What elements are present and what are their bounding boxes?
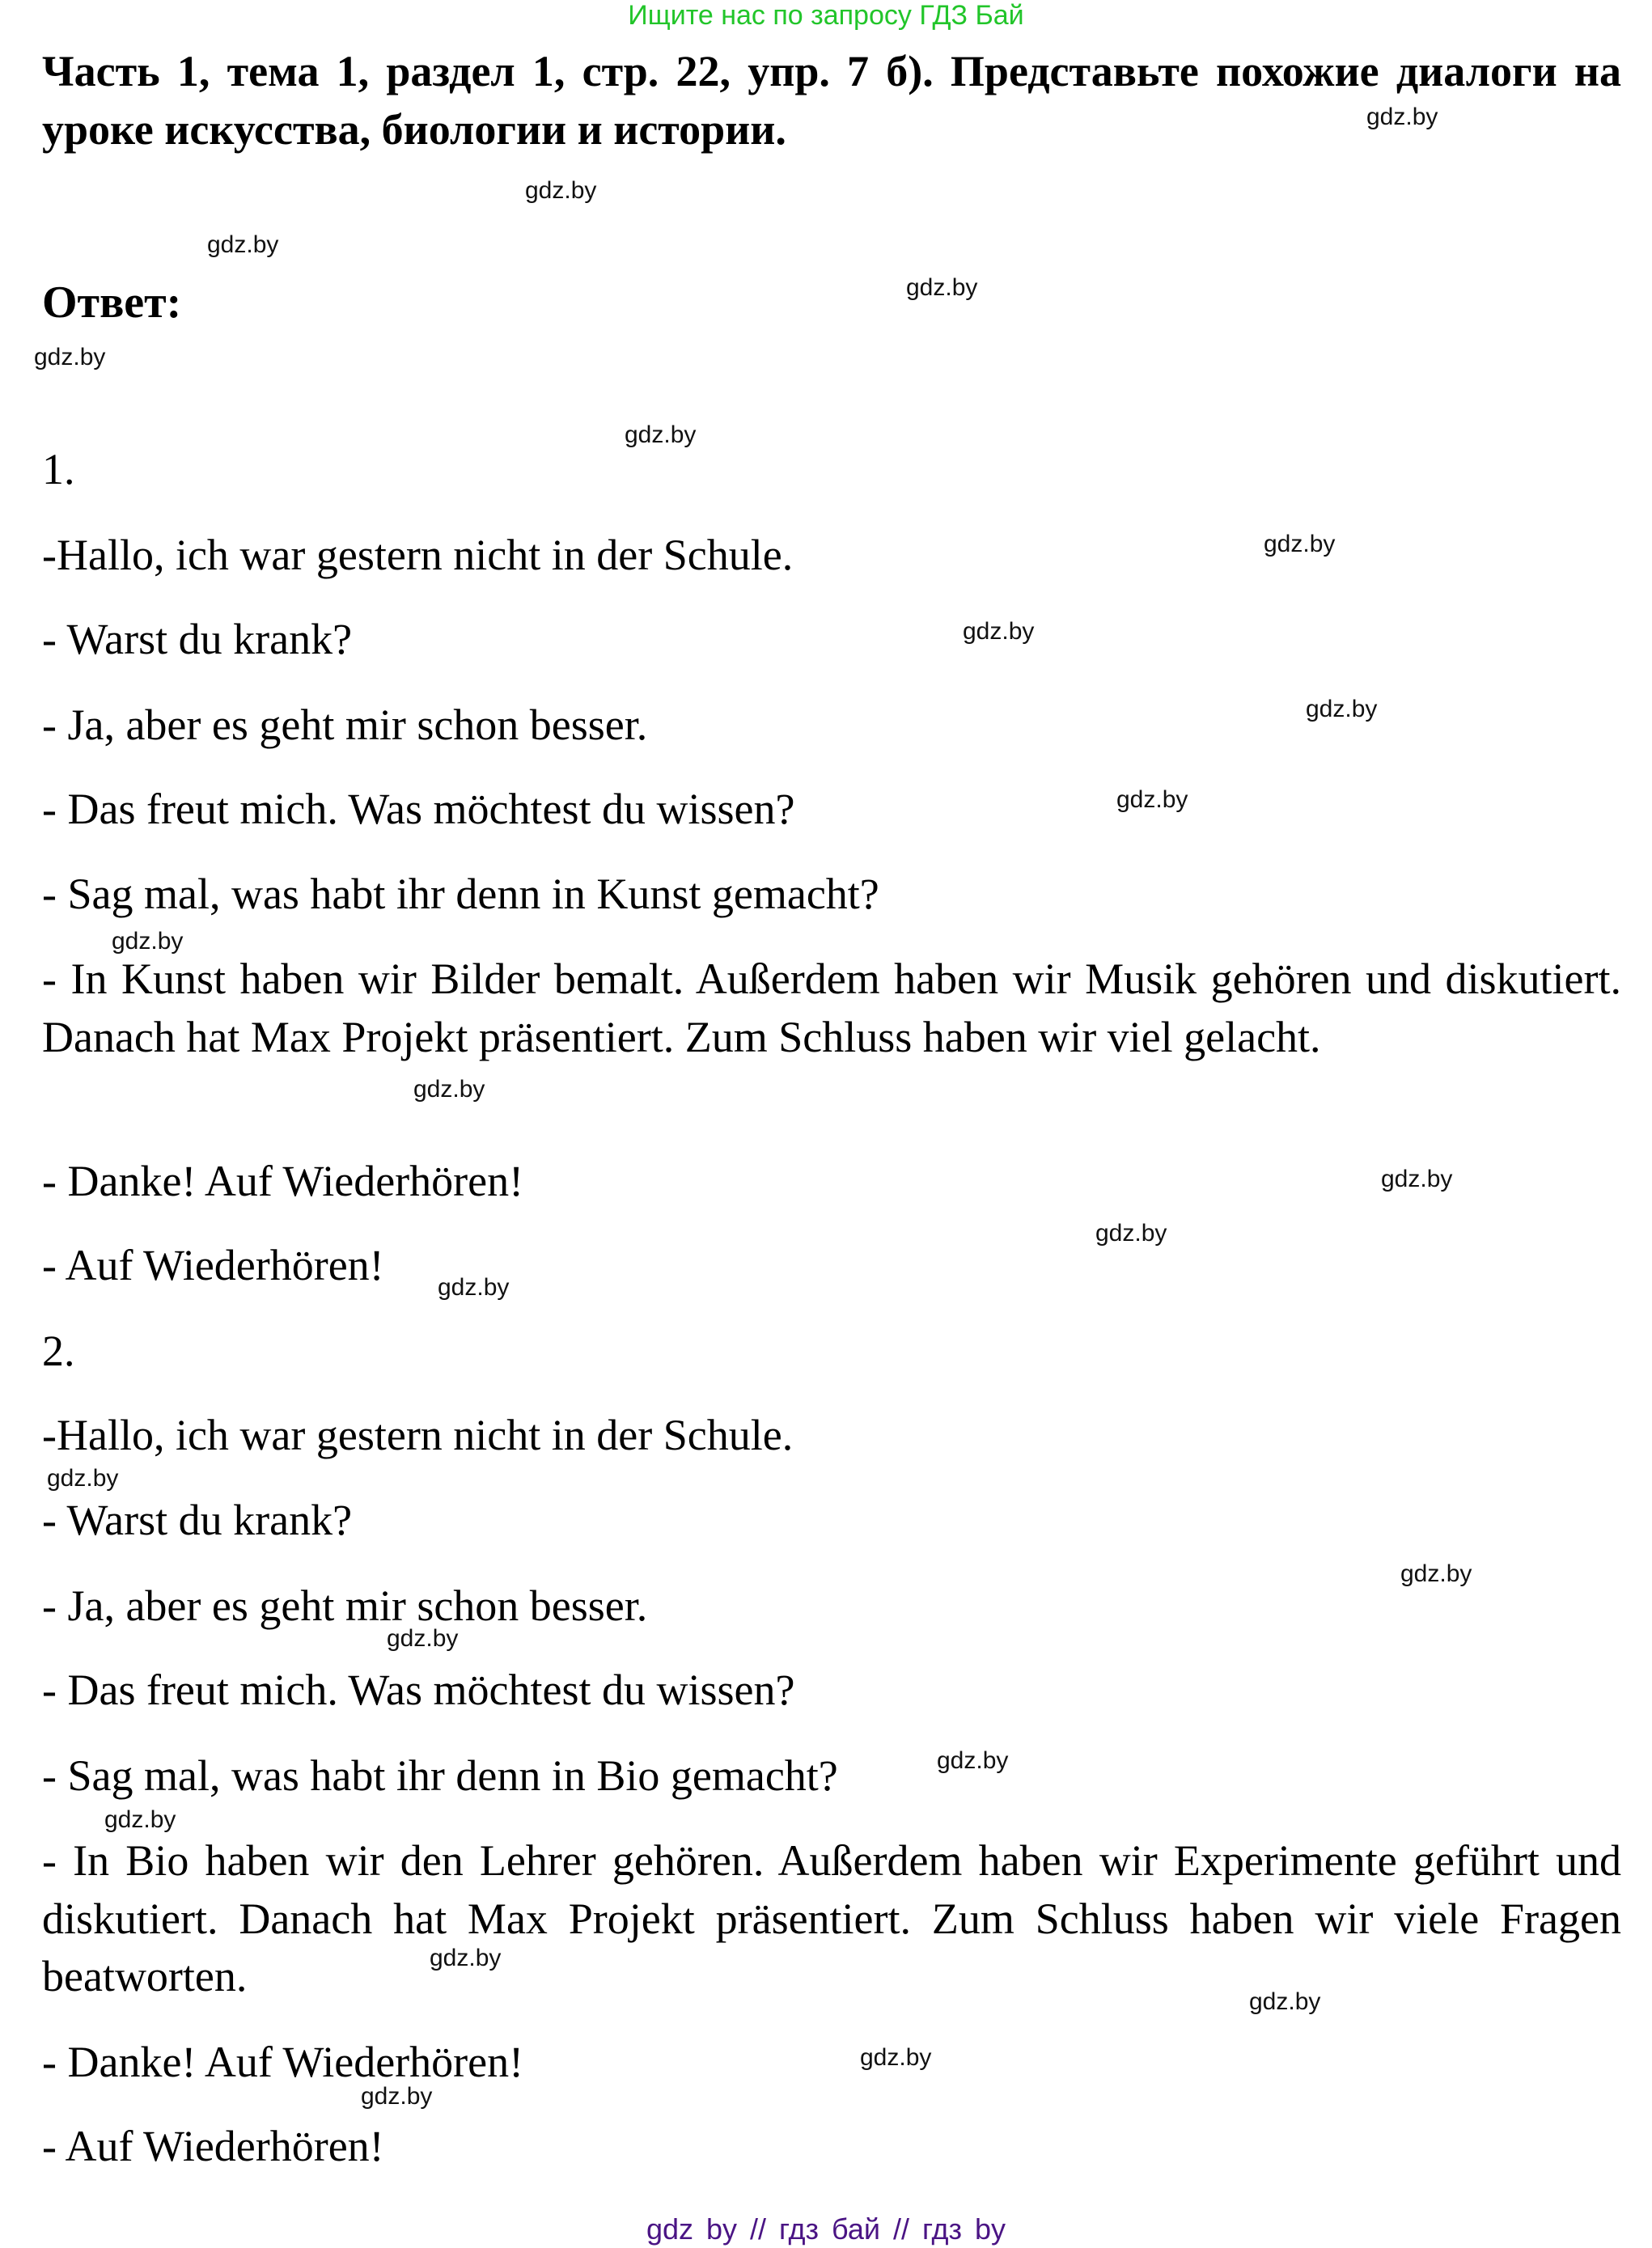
watermark: gdz.by [104,1806,176,1833]
watermark: gdz.by [438,1274,510,1301]
watermark: gdz.by [1381,1166,1453,1192]
watermark: gdz.by [963,618,1035,645]
dialogue-line: - Das freut mich. Was möchtest du wissen? [42,785,795,833]
watermark: gdz.by [361,2083,433,2110]
watermark: gdz.by [1249,1988,1321,2015]
dialogue-line: - Sag mal, was habt ihr denn in Bio gemacht? [42,1751,838,1800]
dialogue-line: - Auf Wiederhören! [42,2122,384,2170]
watermark: gdz.by [1264,531,1336,557]
search-banner: Ищите нас по запросу ГДЗ Бай [628,0,1024,31]
watermark: gdz.by [413,1076,485,1103]
dialogue-line: - Warst du krank? [42,1496,353,1544]
watermark: gdz.by [1095,1220,1167,1247]
watermark: gdz.by [112,928,184,955]
watermark: gdz.by [1116,786,1188,813]
dialogue-line: - Das freut mich. Was möchtest du wissen? [42,1666,795,1714]
dialogue-line: - Danke! Auf Wiederhören! [42,2038,524,2086]
watermark: gdz.by [207,231,279,258]
answer-label: Ответ: [42,277,182,328]
watermark: gdz.by [525,177,597,204]
watermark: gdz.by [937,1747,1009,1774]
watermark: gdz.by [430,1945,502,1971]
dialogue-line: - Sag mal, was habt ihr denn in Kunst gemacht? [42,870,879,918]
watermark: gdz.by [34,344,106,370]
watermark: gdz.by [387,1625,459,1652]
watermark: gdz.by [860,2044,932,2071]
dialogue-number: 2. [42,1327,75,1375]
watermark: gdz.by [625,421,697,448]
dialogue-line: - Warst du krank? [42,615,353,663]
dialogue-line: - Ja, aber es geht mir schon besser. [42,701,648,749]
dialogue-line: - Danke! Auf Wiederhören! [42,1157,524,1205]
exercise-title: Часть 1, тема 1, раздел 1, стр. 22, упр. 7 б). Представьте похожие диалоги на уроке искусства, биологии и истории. [42,47,1621,154]
dialogue-line: - Ja, aber es geht mir schon besser. [42,1581,648,1630]
watermark: gdz.by [906,274,978,301]
site-footer: gdz by // гдз бай // гдз by [646,2212,1006,2246]
dialogue-line: - Auf Wiederhören! [42,1241,384,1289]
dialogue-line: -Hallo, ich war gestern nicht in der Schule. [42,1411,794,1459]
dialogue-number: 1. [42,445,75,493]
dialogue-paragraph: - In Kunst haben wir Bilder bemalt. Außerdem haben wir Musik gehören und diskutiert. Danach hat Max Projekt präsentiert. Zum Schluss haben wir viel gelacht. [42,955,1621,1061]
watermark: gdz.by [1366,104,1438,130]
watermark: gdz.by [1306,696,1378,722]
dialogue-paragraph: - In Bio haben wir den Lehrer gehören. Außerdem haben wir Experimente geführt und diskutiert. Danach hat Max Projekt präsentiert. Zum Schluss haben wir viele Fragen beatworten. [42,1836,1621,2000]
watermark: gdz.by [47,1465,119,1492]
watermark: gdz.by [1400,1560,1472,1587]
dialogue-line: -Hallo, ich war gestern nicht in der Schule. [42,531,794,579]
